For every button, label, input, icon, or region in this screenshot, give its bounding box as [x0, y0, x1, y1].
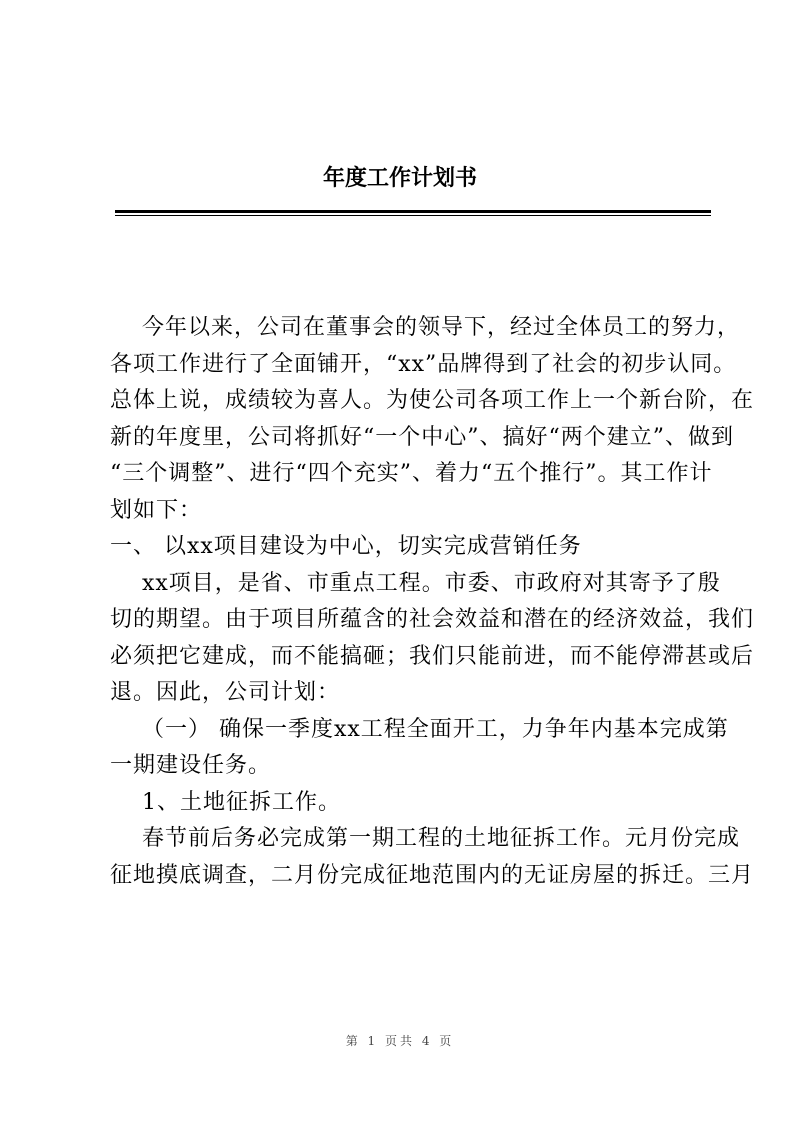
body-line: “三个调整”、进行“四个充实”、着力“五个推行”。其工作计 — [110, 461, 713, 486]
body-line: 春节前后务必完成第一期工程的土地征拆工作。元月份完成 — [110, 826, 740, 851]
title-rule-thin — [115, 215, 711, 216]
body-line: 一期建设任务。 — [110, 753, 272, 778]
body-line: xx项目，是省、市重点工程。市委、市政府对其寄予了殷 — [110, 570, 721, 596]
body-line: 退。因此，公司计划： — [110, 680, 341, 705]
body-line: 征地摸底调查，二月份完成征地范围内的无证房屋的拆迁。三月 — [110, 862, 755, 888]
body-line: 1、土地征拆工作。 — [110, 789, 341, 815]
body-line: 一、 以xx项目建设为中心，切实完成营销任务 — [110, 534, 582, 559]
body-line: 各项工作进行了全面铺开，“xx”品牌得到了社会的初步认同。 — [110, 351, 737, 377]
body-line: 切的期望。由于项目所蕴含的社会效益和潜在的经济效益，我们 — [110, 607, 755, 632]
document-title: 年度工作计划书 — [322, 166, 477, 191]
page-footer: 第 1 页共 4 页 — [345, 1034, 455, 1048]
body-line: 总体上说，成绩较为喜人。为使公司各项工作上一个新台阶，在 — [110, 388, 755, 413]
body-line: 划如下： — [110, 497, 203, 523]
body-line: 今年以来，公司在董事会的领导下，经过全体员工的努力， — [110, 315, 740, 340]
body-line: （一） 确保一季度xx工程全面开工，力争年内基本完成第 — [110, 716, 729, 742]
title-rule-thick — [115, 210, 711, 213]
body-line: 必须把它建成，而不能搞砸；我们只能前进，而不能停滞甚或后 — [110, 643, 755, 669]
body-line: 新的年度里，公司将抓好“一个中心”、搞好“两个建立”、做到 — [110, 424, 734, 450]
